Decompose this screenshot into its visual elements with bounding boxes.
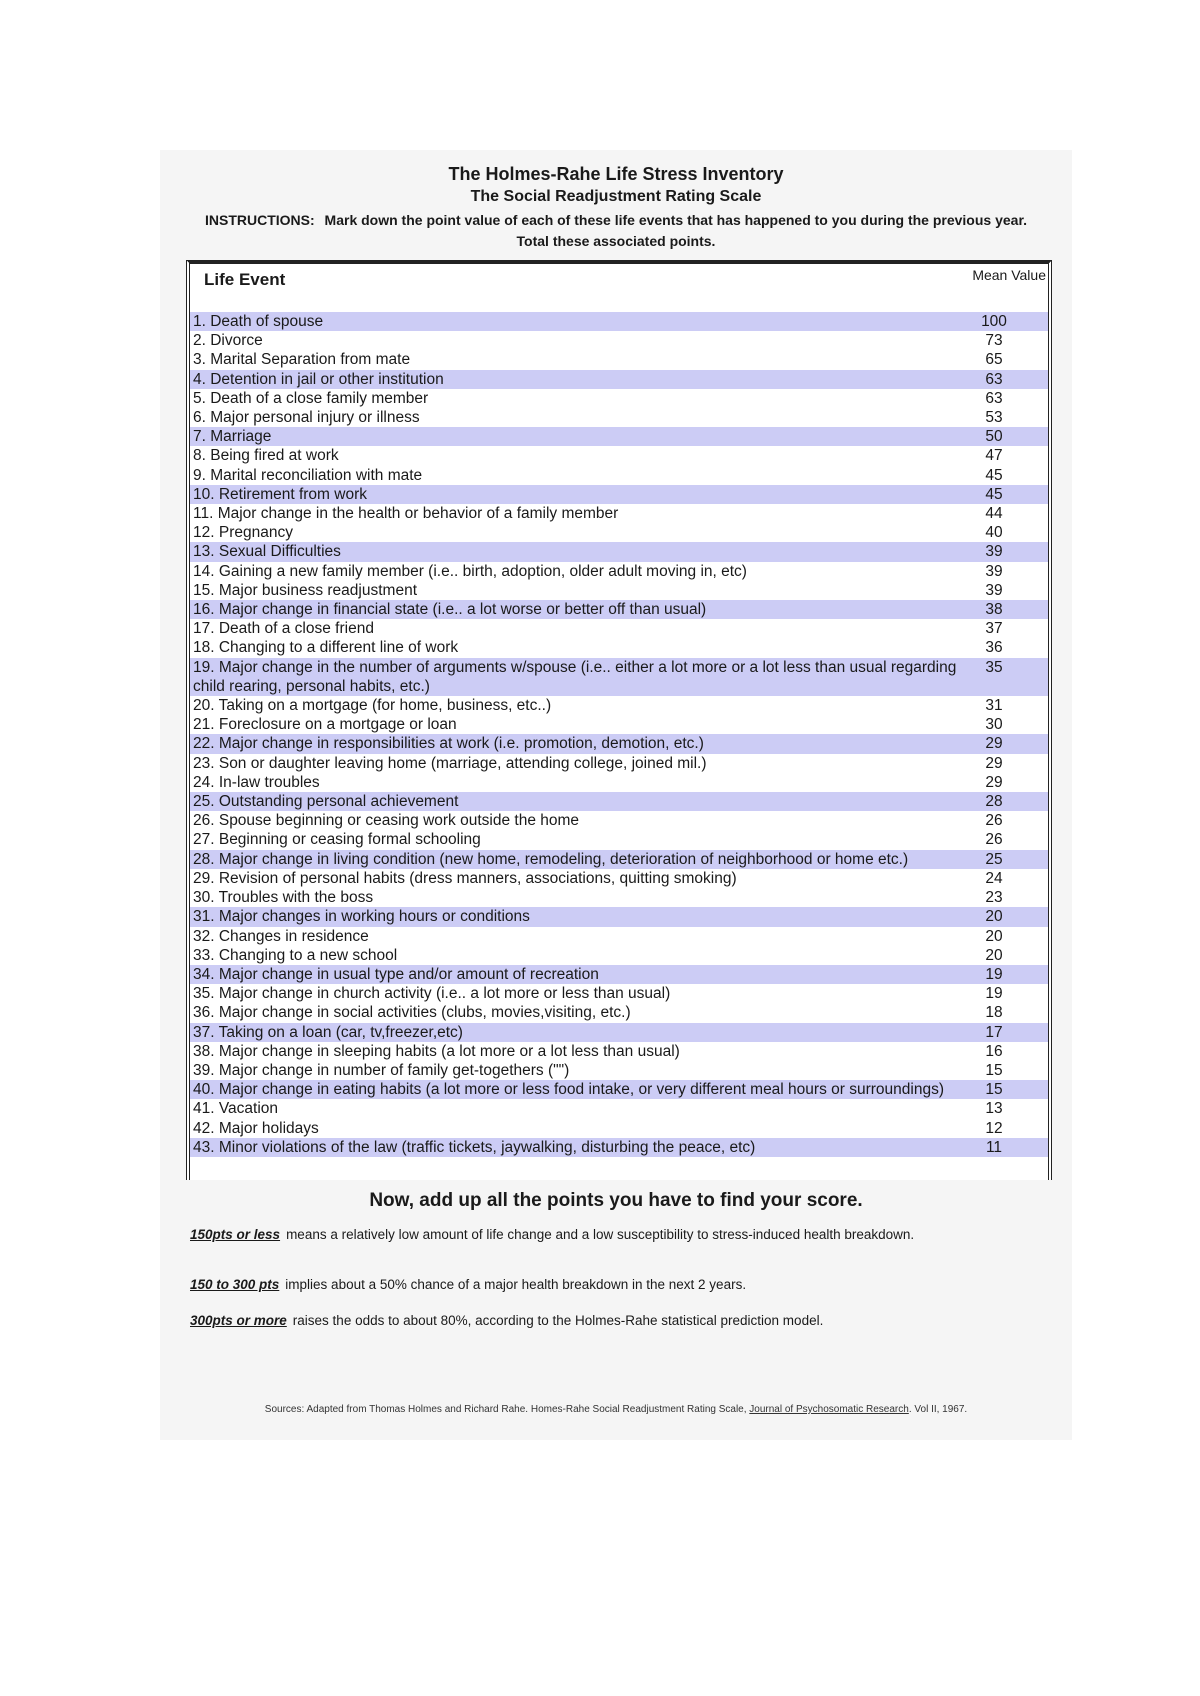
table-row — [190, 581, 1048, 600]
life-event-label: 9. Marital reconciliation with mate — [193, 466, 423, 484]
table-row — [190, 1003, 1048, 1022]
life-event-label: 38. Major change in sleeping habits (a lot more or a lot less than usual) — [193, 1042, 680, 1060]
table-row — [190, 811, 1048, 830]
column-header-life-event: Life Event — [204, 270, 286, 289]
score-rule-key: 150 to 300 pts — [190, 1277, 280, 1292]
life-event-label: 8. Being fired at work — [193, 447, 339, 465]
table-row — [190, 542, 1048, 561]
life-event-label: 29. Revision of personal habits (dress manners, associations, quitting smoking) — [193, 869, 737, 887]
life-event-label: 43. Minor violations of the law (traffic tickets, jaywalking, disturbing the peace, etc) — [193, 1138, 756, 1156]
table-row — [190, 850, 1048, 869]
mean-value: 31 — [985, 697, 1003, 715]
page-title: The Holmes-Rahe Life Stress Inventory — [448, 164, 784, 184]
table-row — [190, 888, 1048, 907]
table-row — [190, 562, 1048, 581]
life-event-label: 35. Major change in church activity (i.e.. a lot more or less than usual) — [193, 985, 671, 1003]
score-rule-high — [190, 1313, 823, 1328]
table-row — [190, 830, 1048, 849]
mean-value: 100 — [981, 313, 1007, 330]
mean-value: 47 — [985, 447, 1003, 465]
table-row — [190, 331, 1048, 350]
mean-value: 37 — [985, 620, 1003, 638]
mean-value: 38 — [985, 601, 1003, 619]
table-row — [190, 1138, 1048, 1157]
mean-value: 26 — [985, 831, 1003, 849]
score-rule-text: means a relatively low amount of life change and a low susceptibility to stress-induced health breakdown. — [286, 1227, 915, 1242]
source-prefix: Sources: Adapted from Thomas Holmes and Richard Rahe. Homes-Rahe Social Readjustment Rating Scale, — [264, 1404, 747, 1415]
instructions-label: INSTRUCTIONS: — [204, 212, 315, 228]
mean-value: 24 — [985, 869, 1003, 887]
life-event-label: 25. Outstanding personal achievement — [193, 793, 459, 811]
mean-value: 15 — [985, 1081, 1003, 1099]
table-row — [190, 1042, 1048, 1061]
life-event-label: 14. Gaining a new family member (i.e.. birth, adoption, older adult moving in, etc) — [193, 562, 747, 580]
life-event-label: 27. Beginning or ceasing formal schooling — [193, 831, 481, 849]
table-row — [190, 1099, 1048, 1118]
life-event-label: 11. Major change in the health or behavior of a family member — [193, 505, 619, 523]
table-row — [190, 658, 1048, 696]
table-row — [190, 466, 1048, 485]
life-event-label: 22. Major change in responsibilities at work (i.e. promotion, demotion, etc.) — [193, 735, 704, 753]
life-event-label: 26. Spouse beginning or ceasing work outside the home — [193, 812, 580, 830]
mean-value: 36 — [985, 639, 1003, 657]
life-event-label: 30. Troubles with the boss — [193, 889, 374, 907]
column-header-mean-value: Mean Value — [972, 267, 1046, 283]
life-event-label: 3. Marital Separation from mate — [193, 351, 411, 369]
table-row — [190, 523, 1048, 542]
mean-value: 20 — [985, 908, 1003, 926]
life-event-label: 32. Changes in residence — [193, 927, 369, 945]
table-row — [190, 350, 1048, 369]
table-row — [190, 312, 1048, 331]
table-body — [190, 312, 1048, 1157]
table-row — [190, 792, 1048, 811]
mean-value: 23 — [985, 889, 1003, 907]
life-event-label: 2. Divorce — [193, 332, 263, 350]
table-row — [190, 754, 1048, 773]
life-event-label: 21. Foreclosure on a mortgage or loan — [193, 716, 457, 734]
mean-value: 50 — [985, 428, 1003, 446]
life-event-label: 42. Major holidays — [193, 1119, 319, 1137]
table-row — [190, 446, 1048, 465]
mean-value: 63 — [985, 370, 1003, 388]
mean-value: 29 — [985, 773, 1003, 791]
life-event-label: 18. Changing to a different line of work — [193, 639, 459, 657]
mean-value: 63 — [985, 389, 1003, 407]
life-event-label: 7. Marriage — [193, 428, 272, 446]
life-event-label: 10. Retirement from work — [193, 485, 367, 503]
life-event-label: 36. Major change in social activities (clubs, movies,visiting, etc.) — [193, 1004, 631, 1022]
table-header-row — [190, 264, 1048, 314]
mean-value: 11 — [985, 1138, 1003, 1156]
table-row — [190, 869, 1048, 888]
mean-value: 73 — [985, 332, 1003, 350]
table-row — [190, 638, 1048, 657]
table-row — [190, 773, 1048, 792]
score-rule-key: 150pts or less — [190, 1227, 281, 1242]
mean-value: 39 — [985, 581, 1003, 599]
mean-value: 13 — [985, 1100, 1003, 1118]
table-row — [190, 1119, 1048, 1138]
table-row — [190, 907, 1048, 926]
instructions-text: Mark down the point value of each of these life events that has happened to you during the previous year. Total these associated points. — [324, 212, 1028, 249]
table-row — [190, 427, 1048, 446]
score-rule-low — [190, 1227, 914, 1242]
life-event-label: 6. Major personal injury or illness — [193, 409, 420, 427]
life-event-label: 13. Sexual Difficulties — [193, 543, 341, 561]
life-event-label: 17. Death of a close friend — [193, 620, 374, 638]
mean-value: 19 — [985, 965, 1003, 983]
mean-value: 40 — [985, 524, 1003, 542]
life-event-label: 41. Vacation — [193, 1100, 279, 1118]
mean-value: 20 — [985, 946, 1003, 964]
source-suffix: . Vol II, 1967. — [908, 1404, 968, 1415]
table-row — [190, 1061, 1048, 1080]
mean-value: 19 — [985, 985, 1003, 1003]
mean-value: 45 — [985, 466, 1003, 484]
score-rule-text: raises the odds to about 80%, according to the Holmes-Rahe statistical prediction model. — [292, 1313, 824, 1328]
table-row — [190, 984, 1048, 1003]
mean-value: 18 — [985, 1004, 1003, 1022]
table-row — [190, 696, 1048, 715]
life-event-label: 23. Son or daughter leaving home (marriage, attending college, joined mil.) — [193, 754, 707, 772]
table-row — [190, 715, 1048, 734]
table-row — [190, 734, 1048, 753]
life-event-label: 37. Taking on a loan (car, tv,freezer,etc) — [193, 1023, 463, 1041]
life-event-label: 16. Major change in financial state (i.e.. a lot worse or better off than usual) — [193, 601, 707, 619]
life-event-label: 24. In-law troubles — [193, 773, 320, 791]
life-event-label: 19. Major change in the number of arguments w/spouse (i.e.. either a lot more or a lot less than usual regarding child rearing, personal habits, etc.) — [193, 658, 957, 695]
score-heading: Now, add up all the points you have to find your score. — [369, 1190, 863, 1211]
score-rule-text: implies about a 50% chance of a major health breakdown in the next 2 years. — [285, 1277, 747, 1292]
mean-value: 30 — [985, 716, 1003, 734]
source-citation — [160, 1404, 1072, 1415]
mean-value: 65 — [985, 351, 1003, 369]
life-event-label: 39. Major change in number of family get-togethers ("") — [193, 1061, 570, 1079]
life-event-label: 5. Death of a close family member — [193, 389, 429, 407]
document-header — [160, 162, 1072, 252]
mean-value: 20 — [985, 927, 1003, 945]
mean-value: 26 — [985, 812, 1003, 830]
instructions — [190, 210, 1042, 252]
life-events-table — [186, 260, 1052, 1180]
table-row — [190, 408, 1048, 427]
page-subtitle: The Social Readjustment Rating Scale — [470, 188, 762, 205]
mean-value: 28 — [985, 793, 1003, 811]
life-event-label: 33. Changing to a new school — [193, 946, 398, 964]
life-event-label: 34. Major change in usual type and/or amount of recreation — [193, 965, 599, 983]
score-rule-key: 300pts or more — [190, 1313, 287, 1328]
mean-value: 17 — [985, 1023, 1003, 1041]
life-event-label: 31. Major changes in working hours or conditions — [193, 908, 530, 926]
score-rule-medium — [190, 1277, 746, 1292]
table-row — [190, 965, 1048, 984]
life-event-label: 4. Detention in jail or other institution — [193, 370, 444, 388]
table-row — [190, 1023, 1048, 1042]
mean-value: 16 — [985, 1042, 1003, 1060]
table-row — [190, 485, 1048, 504]
mean-value: 44 — [985, 505, 1003, 523]
mean-value: 45 — [985, 485, 1003, 503]
life-event-label: 15. Major business readjustment — [193, 581, 418, 599]
mean-value: 29 — [985, 735, 1003, 753]
life-event-label: 1. Death of spouse — [193, 313, 324, 330]
mean-value: 35 — [985, 658, 1003, 676]
table-row — [190, 389, 1048, 408]
mean-value: 15 — [985, 1061, 1003, 1079]
mean-value: 39 — [985, 562, 1003, 580]
life-event-label: 40. Major change in eating habits (a lot more or less food intake, or very different meal hours or surroundings) — [193, 1081, 944, 1099]
life-event-label: 20. Taking on a mortgage (for home, business, etc..) — [193, 697, 552, 715]
table-row — [190, 504, 1048, 523]
table-row — [190, 927, 1048, 946]
table-row — [190, 946, 1048, 965]
table-row — [190, 370, 1048, 389]
mean-value: 25 — [985, 850, 1003, 868]
mean-value: 12 — [985, 1119, 1003, 1137]
life-event-label: 28. Major change in living condition (new home, remodeling, deterioration of neighborhood or home etc.) — [193, 850, 909, 868]
source-journal: Journal of Psychosomatic Research — [749, 1404, 909, 1415]
table-row — [190, 619, 1048, 638]
mean-value: 39 — [985, 543, 1003, 561]
table-row — [190, 600, 1048, 619]
mean-value: 29 — [985, 754, 1003, 772]
mean-value: 53 — [985, 409, 1003, 427]
life-event-label: 12. Pregnancy — [193, 524, 293, 542]
table-row — [190, 1080, 1048, 1099]
